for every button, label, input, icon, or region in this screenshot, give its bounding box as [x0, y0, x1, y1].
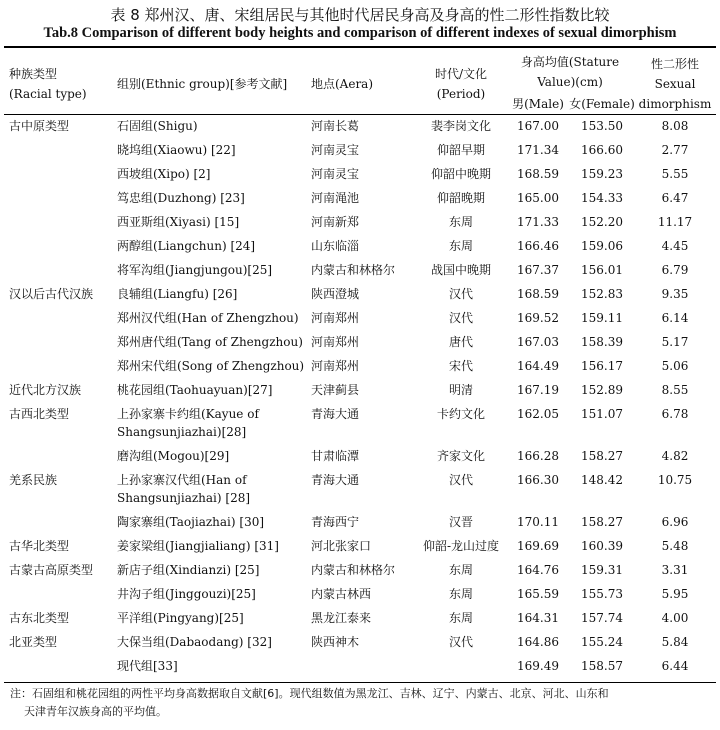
place-cell: 内蒙古和林格尔	[311, 263, 396, 277]
male-height-cell: 167.19	[517, 383, 559, 397]
male-height-cell: 168.59	[517, 287, 559, 301]
period-cell: 裴李岗文化	[430, 119, 491, 133]
female-height-cell: 148.42	[581, 473, 623, 487]
male-height-cell: 164.76	[517, 563, 559, 577]
period-cell: 仰韶中晚期	[430, 167, 491, 181]
racial-type-cell: 近代北方汉族	[9, 383, 82, 397]
sexual-dimorphism-cell: 8.55	[661, 383, 689, 397]
group-cell: 姜家梁组(Jiangjialiang) [31]	[117, 539, 279, 553]
group-cell: 陶家寨组(Taojiazhai) [30]	[117, 515, 265, 529]
female-height-cell: 155.73	[581, 587, 623, 601]
female-height-cell: 158.57	[581, 659, 623, 673]
place-cell: 河南长葛	[311, 119, 360, 133]
period-cell: 齐家文化	[436, 449, 485, 463]
female-height-cell: 157.74	[581, 611, 623, 625]
male-height-cell: 167.03	[517, 335, 559, 349]
male-height-cell: 171.34	[517, 143, 559, 157]
female-height-cell: 152.89	[581, 383, 623, 397]
sexual-dimorphism-cell: 6.14	[661, 311, 689, 325]
sexual-dimorphism-cell: 4.00	[661, 611, 689, 625]
male-height-cell: 164.49	[517, 359, 559, 373]
header-place: 地点(Aera)	[311, 77, 374, 91]
group-cell: 郑州宋代组(Song of Zhengzhou)	[117, 359, 305, 373]
bottom-rule	[4, 682, 716, 683]
male-height-cell: 164.86	[517, 635, 559, 649]
group-cell-continued: Shangsunjiazhai) [28]	[117, 491, 251, 505]
female-height-cell: 152.83	[581, 287, 623, 301]
period-cell: 宋代	[448, 359, 473, 373]
male-height-cell: 167.37	[517, 263, 559, 277]
female-height-cell: 166.60	[581, 143, 623, 157]
sexual-dimorphism-cell: 8.08	[661, 119, 689, 133]
racial-type-cell: 古东北类型	[9, 611, 70, 625]
sexual-dimorphism-cell: 11.17	[657, 215, 693, 229]
racial-type-cell: 汉以后古代汉族	[9, 287, 94, 301]
period-cell: 东周	[448, 239, 473, 253]
header-rule	[4, 114, 716, 115]
header-female: 女(Female)	[569, 97, 635, 111]
male-height-cell: 171.33	[517, 215, 559, 229]
group-cell: 将军沟组(Jiangjungou)[25]	[117, 263, 273, 277]
place-cell: 陕西神木	[311, 635, 360, 649]
sexual-dimorphism-cell: 6.96	[661, 515, 689, 529]
header-stature-line2: Value)(cm)	[537, 75, 603, 89]
group-cell: 两醇组(Liangchun) [24]	[117, 239, 256, 253]
group-cell: 桃花园组(Taohuayuan)[27]	[117, 383, 273, 397]
sexual-dimorphism-cell: 5.84	[661, 635, 689, 649]
header-sexual-dimorphism-en1: Sexual	[654, 77, 696, 91]
group-cell: 上孙家寨汉代组(Han of	[117, 473, 247, 487]
sexual-dimorphism-cell: 6.47	[661, 191, 689, 205]
place-cell: 天津蓟县	[311, 383, 360, 397]
group-cell: 现代组[33]	[117, 659, 178, 673]
period-cell: 明清	[448, 383, 473, 397]
male-height-cell: 167.00	[517, 119, 559, 133]
female-height-cell: 158.39	[581, 335, 623, 349]
sexual-dimorphism-cell: 6.44	[661, 659, 689, 673]
sexual-dimorphism-cell: 6.78	[661, 407, 689, 421]
male-height-cell: 166.30	[517, 473, 559, 487]
male-height-cell: 164.31	[517, 611, 559, 625]
header-period-en: (Period)	[436, 87, 486, 101]
table-note	[10, 685, 710, 721]
group-cell: 晓坞组(Xiaowu) [22]	[117, 143, 236, 157]
group-cell-continued: Shangsunjiazhai)[28]	[117, 425, 247, 439]
racial-type-cell: 羌系民族	[9, 473, 58, 487]
racial-type-cell: 古西北类型	[9, 407, 70, 421]
place-cell: 黑龙江泰来	[311, 611, 372, 625]
period-cell: 汉晋	[448, 515, 473, 529]
sexual-dimorphism-cell: 4.45	[661, 239, 689, 253]
female-height-cell: 158.27	[581, 515, 623, 529]
female-height-cell: 152.20	[581, 215, 623, 229]
period-cell: 汉代	[448, 635, 473, 649]
place-cell: 河南灵宝	[311, 143, 360, 157]
header-male: 男(Male)	[512, 97, 564, 111]
header-racial-type-en: (Racial type)	[9, 87, 87, 101]
sexual-dimorphism-cell: 5.55	[661, 167, 689, 181]
sexual-dimorphism-cell: 2.77	[661, 143, 689, 157]
group-cell: 石固组(Shigu)	[117, 119, 198, 133]
group-cell: 磨沟组(Mogou)[29]	[117, 449, 230, 463]
header-racial-type-zh: 种族类型	[9, 67, 58, 81]
place-cell: 甘肃临潭	[311, 449, 360, 463]
female-height-cell: 153.50	[581, 119, 623, 133]
group-cell: 新店子组(Xindianzi) [25]	[117, 563, 260, 577]
place-cell: 山东临淄	[311, 239, 360, 253]
male-height-cell: 165.59	[517, 587, 559, 601]
place-cell: 河南渑池	[311, 191, 360, 205]
place-cell: 内蒙古林西	[311, 587, 372, 601]
place-cell: 内蒙古和林格尔	[311, 563, 396, 577]
male-height-cell: 166.46	[517, 239, 559, 253]
table-title-chinese: 表 8 郑州汉、唐、宋组居民与其他时代居民身高及身高的性二形性指数比较	[110, 6, 610, 24]
male-height-cell: 169.52	[517, 311, 559, 325]
female-height-cell: 155.24	[581, 635, 623, 649]
racial-type-cell: 北亚类型	[9, 635, 58, 649]
place-cell: 河南郑州	[311, 311, 360, 325]
period-cell: 唐代	[448, 335, 473, 349]
male-height-cell: 162.05	[517, 407, 559, 421]
sexual-dimorphism-cell: 6.79	[661, 263, 689, 277]
female-height-cell: 160.39	[581, 539, 623, 553]
racial-type-cell: 古华北类型	[9, 539, 70, 553]
group-cell: 良辅组(Liangfu) [26]	[117, 287, 238, 301]
period-cell: 东周	[448, 215, 473, 229]
place-cell: 青海大通	[311, 407, 360, 421]
female-height-cell: 159.31	[581, 563, 623, 577]
period-cell: 卡约文化	[436, 407, 485, 421]
female-height-cell: 156.01	[581, 263, 623, 277]
period-cell: 仰韶-龙山过度	[422, 539, 500, 553]
place-cell: 河南灵宝	[311, 167, 360, 181]
group-cell: 西坡组(Xipo) [2]	[117, 167, 211, 181]
group-cell: 井沟子组(Jinggouzi)[25]	[117, 587, 256, 601]
group-cell: 西亚斯组(Xiyasi) [15]	[117, 215, 240, 229]
female-height-cell: 156.17	[581, 359, 623, 373]
group-cell: 大保当组(Dabaodang) [32]	[117, 635, 272, 649]
group-cell: 笃忠组(Duzhong) [23]	[117, 191, 245, 205]
group-cell: 平洋组(Pingyang)[25]	[117, 611, 244, 625]
male-height-cell: 170.11	[517, 515, 559, 529]
note-line-2: 天津青年汉族身高的平均值。	[24, 705, 167, 718]
top-rule	[4, 46, 716, 48]
place-cell: 河南郑州	[311, 335, 360, 349]
header-sexual-dimorphism-zh: 性二形性	[650, 57, 699, 71]
male-height-cell: 169.69	[517, 539, 559, 553]
female-height-cell: 151.07	[581, 407, 623, 421]
place-cell: 河南郑州	[311, 359, 360, 373]
sexual-dimorphism-cell: 5.17	[661, 335, 689, 349]
sexual-dimorphism-cell: 9.35	[661, 287, 689, 301]
table-title-english: Tab.8 Comparison of different body heights and comparison of different indexes of sexual dimorphism	[43, 25, 677, 41]
sexual-dimorphism-cell: 5.95	[661, 587, 689, 601]
place-cell: 河北张家口	[311, 539, 372, 553]
period-cell: 汉代	[448, 311, 473, 325]
male-height-cell: 165.00	[517, 191, 559, 205]
sexual-dimorphism-cell: 5.48	[661, 539, 689, 553]
period-cell: 汉代	[448, 287, 473, 301]
racial-type-cell: 古蒙古高原类型	[9, 563, 94, 577]
period-cell: 仰韶晚期	[436, 191, 485, 205]
place-cell: 青海大通	[311, 473, 360, 487]
sexual-dimorphism-cell: 5.06	[661, 359, 689, 373]
sexual-dimorphism-cell: 10.75	[657, 473, 693, 487]
female-height-cell: 159.06	[581, 239, 623, 253]
place-cell: 青海西宁	[311, 515, 360, 529]
place-cell: 陕西澄城	[311, 287, 360, 301]
female-height-cell: 159.23	[581, 167, 623, 181]
place-cell: 河南新郑	[311, 215, 360, 229]
note-line-1: 注：石固组和桃花园组的两性平均身高数据取自文献[6]。现代组数值为黑龙江、吉林、辽宁、内蒙古、北京、河北、山东和	[10, 687, 609, 700]
group-cell: 郑州汉代组(Han of Zhengzhou)	[117, 311, 299, 325]
sexual-dimorphism-cell: 4.82	[661, 449, 689, 463]
period-cell: 东周	[448, 587, 473, 601]
period-cell: 东周	[448, 563, 473, 577]
header-period-zh: 时代/文化	[434, 67, 488, 81]
group-cell: 上孙家寨卡约组(Kayue of	[117, 407, 259, 421]
period-cell: 汉代	[448, 473, 473, 487]
period-cell: 战国中晚期	[430, 263, 491, 277]
group-cell: 郑州唐代组(Tang of Zhengzhou)	[117, 335, 303, 349]
male-height-cell: 168.59	[517, 167, 559, 181]
racial-type-cell: 古中原类型	[9, 119, 70, 133]
female-height-cell: 154.33	[581, 191, 623, 205]
female-height-cell: 159.11	[581, 311, 623, 325]
header-stature-line1: 身高均值(Stature	[520, 55, 620, 69]
header-group: 组别(Ethnic group)[参考文献]	[117, 77, 288, 91]
male-height-cell: 166.28	[517, 449, 559, 463]
period-cell: 仰韶早期	[436, 143, 485, 157]
male-height-cell: 169.49	[517, 659, 559, 673]
sexual-dimorphism-cell: 3.31	[661, 563, 689, 577]
header-sexual-dimorphism-en2: dimorphism	[638, 97, 712, 111]
female-height-cell: 158.27	[581, 449, 623, 463]
period-cell: 东周	[448, 611, 473, 625]
